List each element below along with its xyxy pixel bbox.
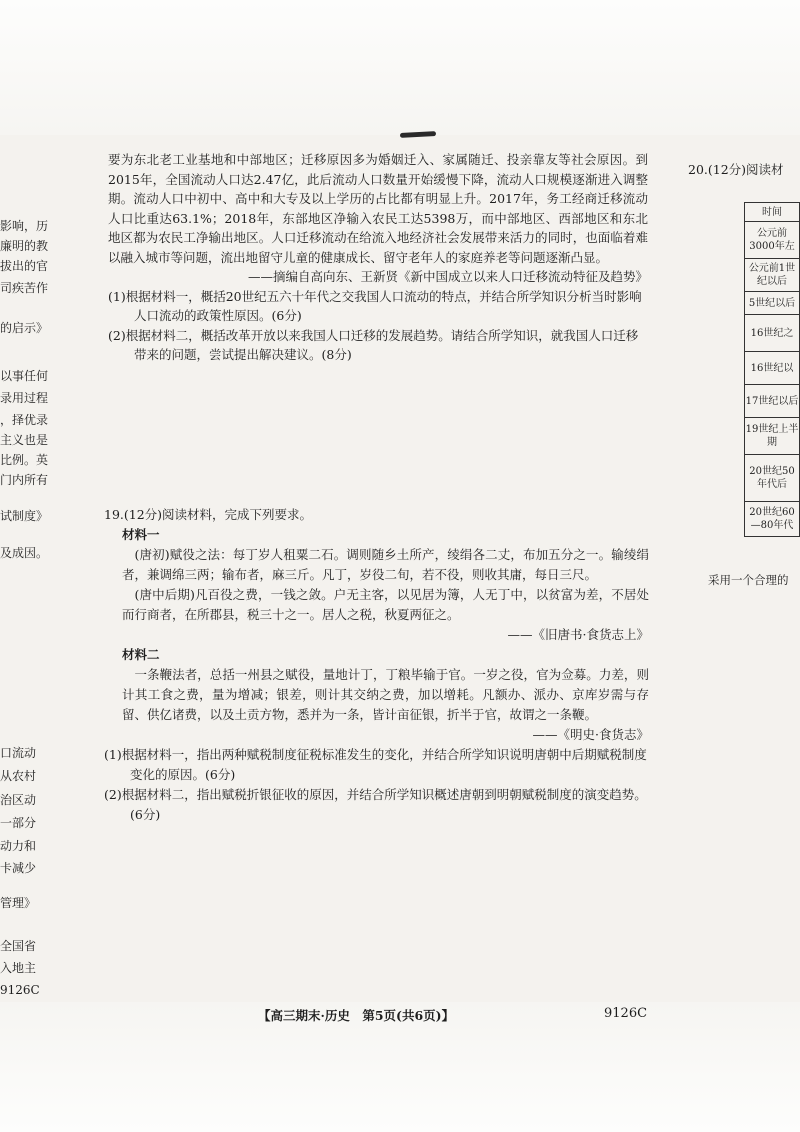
- question-19-1: (1)根据材料一，指出两种赋税制度征税标准发生的变化，并结合所学知识说明唐朝中后期赋税制度变化的原因。(6分): [104, 747, 647, 782]
- left-fragment-line: 全国省: [0, 939, 37, 953]
- left-fragment-line: 廉明的教: [0, 239, 49, 253]
- table-row-cell: 20世纪50年代后: [745, 455, 800, 502]
- left-fragment-line: 治区动: [0, 793, 37, 807]
- material-2-ming-source: ——《明史·食货志》: [532, 727, 649, 742]
- left-fragment-line: 影响，历: [0, 219, 49, 233]
- material-2-paragraph: 要为东北老工业基地和中部地区；迁移原因多为婚姻迁入、家属随迁、投亲靠友等社会原因。到2015年，全国流动人口达2.47亿，此后流动人口数量开始缓慢下降，流动人口规模逐渐进入调整期。流动人口中初中、高中和大专及以上学历的占比都有明显上升。2017年，务工经商迁移流动人口比重达63.1%；2018年，东部地区净输入农民工达5398万，而中部地区、西部地区和东北地区都为农民工净输出地区。人口迁移流动在给流入地经济社会发展带来活力的同时，也面临着难以融入城市等问题，流出地留守儿童的健康成长、留守老年人的家庭养老等问题逐渐凸显。: [108, 152, 648, 265]
- left-fragment-line: 门内所有: [0, 473, 49, 487]
- staple-mark: [400, 131, 436, 138]
- left-fragment-line: 试制度》: [0, 509, 49, 523]
- table-row-cell: 5世纪以后: [745, 292, 800, 315]
- question-19-title: 19.(12分)阅读材料，完成下列要求。: [104, 507, 313, 522]
- table-row-cell: 20世纪60—80年代: [745, 502, 800, 537]
- left-fragment-line: 动力和: [0, 839, 37, 853]
- table-row-cell: 17世纪以后: [745, 385, 800, 418]
- left-fragment-line: ，择优录: [0, 413, 49, 427]
- question-18-2: (2)根据材料二，概括改革开放以来我国人口迁移的发展趋势。请结合所学知识，就我国人口迁移带来的问题，尝试提出解决建议。(8分): [108, 327, 639, 362]
- material-1-tang-late: (唐中后期)凡百役之费，一钱之敛。户无主客，以见居为簿，人无丁中，以贫富为差，不居处而行商者，在所郡县，税三十之一。居人之税，秋夏两征之。: [122, 587, 649, 622]
- left-fragment-line: 卡减少: [0, 861, 37, 875]
- question-20-table: [744, 202, 800, 537]
- question-18-1: (1)根据材料一，概括20世纪五六十年代之交我国人口流动的特点，并结合所学知识分析当时影响人口流动的政策性原因。(6分): [108, 288, 642, 323]
- question-19: [104, 505, 649, 825]
- table-row-cell: 19世纪上半期: [745, 418, 800, 455]
- left-fragment-line: 一部分: [0, 816, 37, 830]
- material-2-ming: 一条鞭法者，总括一州县之赋役，量地计丁，丁粮毕输于官。一岁之役，官为佥募。力差，则计其工食之费，量为增减；银差，则计其交纳之费，加以增耗。凡额办、派办、京库岁需与存留、供亿诸费，以及土贡方物，悉并为一条，皆计亩征银，折半于官，故谓之一条鞭。: [122, 667, 649, 722]
- table-row-cell: 16世纪以: [745, 352, 800, 385]
- material-1-source: ——《旧唐书·食货志上》: [507, 627, 649, 642]
- page-footer-label: 【高三期末·历史 第5页(共6页)】: [258, 1008, 455, 1023]
- material-1-title: 材料一: [122, 527, 160, 542]
- question-20-instruction: 采用一个合理的: [708, 573, 789, 587]
- question-20-fragment: [688, 160, 800, 587]
- material-2-title: 材料二: [122, 647, 160, 662]
- question-20-title: 20.(12分)阅读材: [688, 162, 784, 177]
- left-fragment-line: 拔出的官: [0, 259, 49, 273]
- left-fragment-line: 入地主: [0, 961, 37, 975]
- left-fragment-line: 9126C: [0, 983, 40, 997]
- material-2-source: ——摘编自高向东、王新贤《新中国成立以来人口迁移流动特征及趋势》: [247, 269, 648, 284]
- table-row-cell: 16世纪之: [745, 315, 800, 352]
- question-19-2: (2)根据材料二，指出赋税折银征收的原因，并结合所学知识概述唐朝到明朝赋税制度的演变趋势。(6分): [104, 787, 647, 822]
- left-fragment-line: 从农村: [0, 769, 37, 783]
- material-1-tang-early: (唐初)赋役之法：每丁岁人租粟二石。调则随乡土所产，绫绢各二丈，布加五分之一。输绫绢者，兼调绵三两；输布者，麻三斤。凡丁，岁役二旬，若不役，则收其庸，每日三尺。: [122, 547, 649, 582]
- table-row-cell: 时间: [745, 203, 800, 222]
- left-fragment-line: 管理》: [0, 896, 37, 910]
- table-row-cell: 公元前1世纪以后: [745, 259, 800, 292]
- left-fragment-line: 录用过程: [0, 391, 49, 405]
- question-18-continuation: [108, 150, 648, 365]
- left-fragment-line: 及成因。: [0, 546, 49, 560]
- page-code: 9126C: [604, 1006, 648, 1021]
- left-fragment-line: 比例。英: [0, 453, 49, 467]
- photo-margin-top: [0, 0, 800, 135]
- left-fragment-line: 以事任何: [0, 369, 49, 383]
- left-fragment-line: 主义也是: [0, 433, 49, 447]
- left-fragment-line: 口流动: [0, 746, 37, 760]
- left-fragment-line: 司疾苦作: [0, 281, 49, 295]
- left-fragment-line: 的启示》: [0, 321, 49, 335]
- table-row-cell: 公元前3000年左: [745, 222, 800, 259]
